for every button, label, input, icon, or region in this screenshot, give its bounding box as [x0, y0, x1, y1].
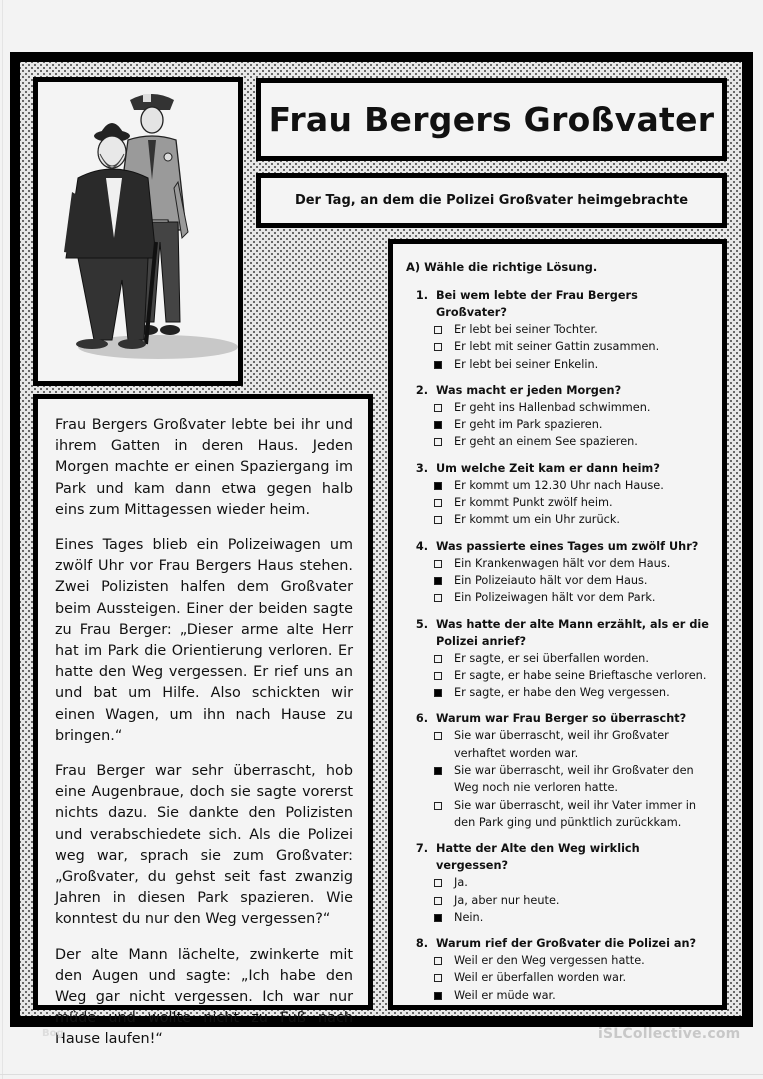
- answer-option[interactable]: [406, 667, 712, 684]
- answer-option[interactable]: [406, 969, 712, 986]
- question-text: Was macht er jeden Morgen?: [436, 383, 622, 397]
- checkbox-empty-icon[interactable]: [434, 438, 442, 446]
- worksheet-title: Frau Bergers Großvater: [268, 100, 715, 139]
- answer-option[interactable]: [406, 433, 712, 450]
- answer-option-text: Er sagte, er habe seine Brieftasche verloren.: [454, 668, 707, 682]
- answer-option-text: Sie war überrascht, weil ihr Großvater den Weg noch nie verloren hatte.: [454, 764, 694, 795]
- answer-option-text: Er lebt mit seiner Gattin zusammen.: [454, 340, 660, 354]
- checkbox-empty-icon[interactable]: [434, 957, 442, 965]
- answer-option-text: Er geht ins Hallenbad schwimmen.: [454, 400, 651, 414]
- answer-option[interactable]: [406, 727, 712, 762]
- answer-option-text: Er sagte, er habe den Weg vergessen.: [454, 686, 670, 700]
- checkbox-checked-icon[interactable]: [434, 421, 442, 429]
- checkbox-empty-icon[interactable]: [434, 343, 442, 351]
- question-6: [406, 710, 712, 831]
- answer-option[interactable]: [406, 416, 712, 433]
- checkbox-checked-icon[interactable]: [434, 361, 442, 369]
- checkbox-empty-icon[interactable]: [434, 974, 442, 982]
- answer-option[interactable]: [406, 650, 712, 667]
- answer-option-text: Er geht im Park spazieren.: [454, 418, 603, 432]
- question-number: 1.: [415, 289, 428, 302]
- answer-option[interactable]: [406, 952, 712, 969]
- question-7: [406, 840, 712, 926]
- story-paragraph: Frau Bergers Großvater lebte bei ihr und ihrem Gatten in deren Haus. Jeden Morgen machte er einen Spaziergang im Park und kam dann etwa gegen halb eins zum Mittagessen wieder heim.: [55, 417, 353, 518]
- question-text: Warum rief der Großvater die Polizei an?: [436, 937, 697, 951]
- checkbox-empty-icon[interactable]: [434, 516, 442, 524]
- subtitle-box: [256, 173, 727, 228]
- question-number: 5.: [415, 617, 428, 631]
- answer-option-text: Ja, aber nur heute.: [454, 893, 560, 907]
- answer-option-text: Er lebt bei seiner Tochter.: [454, 323, 598, 336]
- answer-option[interactable]: [406, 511, 712, 528]
- question-number: 4.: [415, 539, 428, 553]
- checkbox-checked-icon[interactable]: [434, 767, 442, 775]
- checkbox-empty-icon[interactable]: [434, 404, 442, 412]
- question-number: 2.: [415, 383, 428, 397]
- footer-mark: Bog: [42, 1028, 64, 1039]
- question-number: 7.: [415, 842, 428, 856]
- answer-option-text: Ein Krankenwagen hält vor dem Haus.: [454, 556, 671, 570]
- quiz-box: [388, 239, 727, 1010]
- answer-option[interactable]: [406, 684, 712, 701]
- answer-option-text: Er geht an einem See spazieren.: [454, 435, 638, 449]
- answer-option-text: Ein Polizeiwagen hält vor dem Park.: [454, 591, 656, 605]
- answer-option-text: Weil er müde war.: [454, 988, 556, 1002]
- story-paragraph: Eines Tages blieb ein Polizeiwagen um zwölf Uhr vor Frau Bergers Haus stehen. Zwei Polizisten halfen dem Großvater beim Aussteigen. Einer der beiden sagte zu Frau Berger: „Dieser arme alte Herr hat im Park die Orientierung verloren. Er hatte den Weg vergessen. Er rief uns an und bat um Hilfe. Also schickten wir einen Wagen, um ihn nach Hause zu bringen.“: [55, 537, 353, 744]
- answer-option-text: Er kommt Punkt zwölf heim.: [454, 496, 613, 510]
- question-1: [406, 287, 712, 373]
- question-text: Um welche Zeit kam er dann heim?: [436, 461, 660, 475]
- page-edge: [0, 1074, 763, 1075]
- answer-option-text: Weil er überfallen worden war.: [454, 971, 627, 985]
- answer-option[interactable]: [406, 494, 712, 511]
- question-text: Was passierte eines Tages um zwölf Uhr?: [436, 539, 699, 553]
- answer-option[interactable]: [406, 797, 712, 832]
- checkbox-empty-icon[interactable]: [434, 594, 442, 602]
- answer-option-text: Nein.: [454, 910, 484, 924]
- answer-option-text: Er kommt um ein Uhr zurück.: [454, 513, 620, 527]
- question-4: [406, 538, 712, 607]
- question-number: 3.: [415, 461, 428, 475]
- story-paragraph: Frau Berger war sehr überrascht, hob eine Augenbraue, doch sie sagte vorerst nichts dazu. Sie dankte den Polizisten und verabschiedete sich. Als die Polizei weg war, sprach sie zum Großvater: „Großvater, du gehst seit fast zwanzig Jahren in diesen Park spazieren. Wie konntest du nur den Weg vergessen?“: [55, 763, 353, 928]
- question-text: Warum war Frau Berger so überrascht?: [436, 712, 687, 726]
- checkbox-empty-icon[interactable]: [434, 655, 442, 663]
- question-8: [406, 935, 712, 1004]
- answer-option-text: Er lebt bei seiner Enkelin.: [454, 357, 599, 371]
- answer-option[interactable]: [406, 892, 712, 909]
- answer-option-text: Er kommt um 12.30 Uhr nach Hause.: [454, 478, 664, 492]
- answer-option[interactable]: [406, 589, 712, 606]
- question-text: Bei wem lebte der Frau Bergers Großvater?: [436, 289, 638, 319]
- checkbox-empty-icon[interactable]: [434, 672, 442, 680]
- answer-option[interactable]: [406, 909, 712, 926]
- checkbox-empty-icon[interactable]: [434, 732, 442, 740]
- illustration-box: [33, 77, 243, 386]
- answer-option-text: Er sagte, er sei überfallen worden.: [454, 651, 649, 665]
- question-text: Hatte der Alte den Weg wirklich vergessen?: [436, 842, 640, 873]
- checkbox-checked-icon[interactable]: [434, 914, 442, 922]
- answer-option[interactable]: [406, 399, 712, 416]
- checkbox-empty-icon[interactable]: [434, 560, 442, 568]
- watermark: iSLCollective.com: [598, 1026, 741, 1042]
- answer-option[interactable]: [406, 321, 712, 338]
- question-text: Was hatte der alte Mann erzählt, als er die Polizei anrief?: [436, 617, 709, 648]
- title-box: [256, 78, 727, 161]
- quiz-heading: A) Wähle die richtige Lösung.: [406, 260, 598, 274]
- page-edge: [2, 0, 3, 1079]
- checkbox-empty-icon[interactable]: [434, 499, 442, 507]
- checkbox-checked-icon[interactable]: [434, 992, 442, 1000]
- answer-option[interactable]: [406, 762, 712, 797]
- answer-option-text: Ein Polizeiauto hält vor dem Haus.: [454, 573, 648, 587]
- answer-option-text: Weil er den Weg vergessen hatte.: [454, 954, 645, 968]
- question-2: [406, 382, 712, 451]
- question-5: [406, 616, 712, 702]
- answer-option[interactable]: [406, 572, 712, 589]
- answer-option[interactable]: [406, 477, 712, 494]
- question-number: 8.: [415, 937, 428, 951]
- answer-option-text: Ja.: [454, 876, 468, 890]
- answer-option[interactable]: [406, 987, 712, 1004]
- checkbox-empty-icon[interactable]: [434, 802, 442, 810]
- answer-option[interactable]: [406, 555, 712, 572]
- answer-option-text: Sie war überrascht, weil ihr Großvater verhaftet worden war.: [454, 729, 669, 760]
- answer-option-text: Sie war überrascht, weil ihr Vater immer in den Park ging und pünktlich zurückkam.: [454, 798, 697, 829]
- checkbox-checked-icon[interactable]: [434, 482, 442, 490]
- worksheet-subtitle: Der Tag, an dem die Polizei Großvater heimgebrachte: [294, 193, 689, 208]
- checkbox-empty-icon[interactable]: [434, 326, 442, 334]
- answer-option[interactable]: [406, 874, 712, 891]
- old-man-and-policeman-illustration: [38, 82, 238, 381]
- checkbox-empty-icon[interactable]: [434, 897, 442, 905]
- answer-option[interactable]: [406, 338, 712, 355]
- story-paragraph: Der alte Mann lächelte, zwinkerte mit den Augen und sagte: „Ich habe den Weg gar nicht vergessen. Ich war nur müde und wollte nicht zu Fuß nach Hause laufen!“: [55, 946, 353, 1048]
- answer-option[interactable]: [406, 356, 712, 373]
- checkbox-checked-icon[interactable]: [434, 689, 442, 697]
- question-3: [406, 460, 712, 529]
- question-number: 6.: [415, 712, 428, 726]
- checkbox-checked-icon[interactable]: [434, 577, 442, 585]
- checkbox-empty-icon[interactable]: [434, 879, 442, 887]
